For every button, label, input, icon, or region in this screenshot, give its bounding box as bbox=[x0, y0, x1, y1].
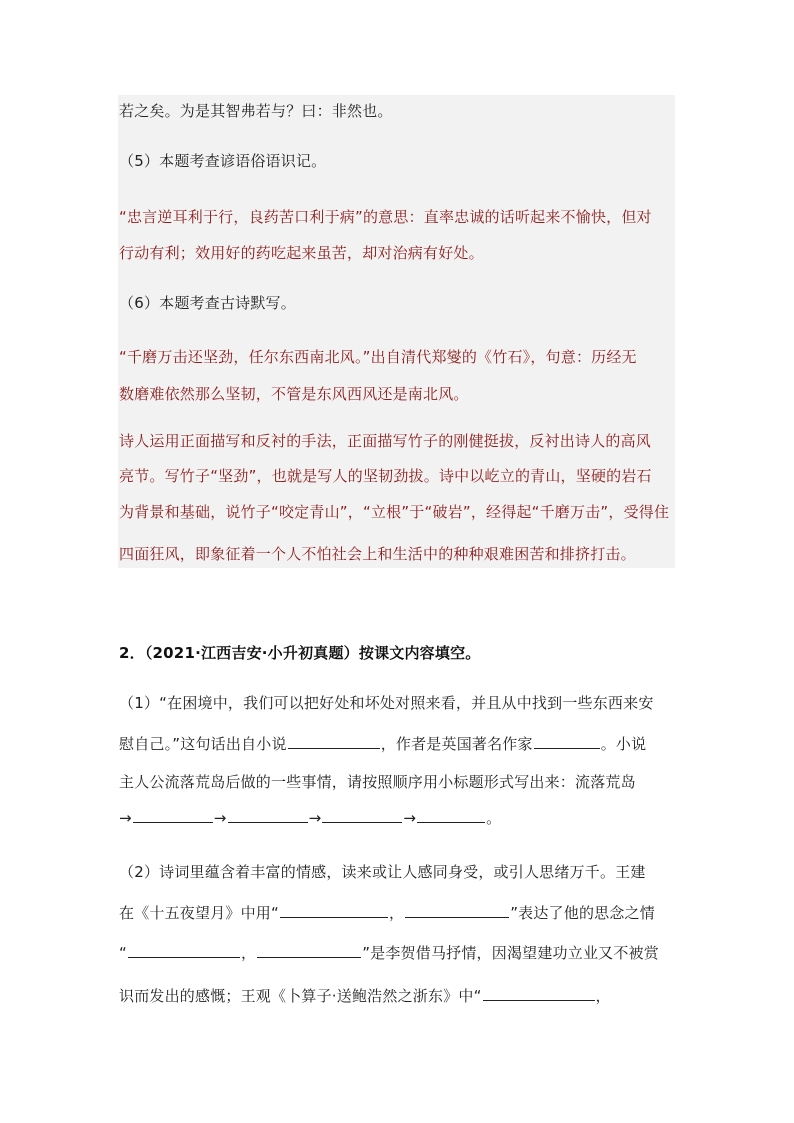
end-mark: 。 bbox=[486, 809, 502, 827]
note-6: （6）本题考查古诗默写。 bbox=[119, 294, 296, 312]
q2-part1-text-c: 。小说 bbox=[600, 735, 647, 753]
subtitle-blank-4[interactable] bbox=[417, 808, 485, 823]
poem-line-1: “千磨万击还坚劲，任尔东西南北风。”出自清代郑燮的《竹石》，句意：历经无 bbox=[119, 348, 637, 366]
note-5: （5）本题考查谚语俗语识记。 bbox=[119, 152, 327, 170]
author-blank[interactable] bbox=[534, 734, 600, 749]
q2-part1-line-3: 主人公流落荒岛后做的一些事情，请按照顺序用小标题形式写出来：流落荒岛 bbox=[119, 773, 636, 791]
q2-part2-text-b: ， bbox=[388, 904, 405, 922]
q2-part2-line-1: （2）诗词里蕴含着丰富的情感，读来或让人感同身受，或引人思绪万千。王建 bbox=[119, 863, 646, 881]
novel-title-blank[interactable] bbox=[288, 734, 380, 749]
q2-part1-text-a: 慰自己。”这句话出自小说 bbox=[119, 735, 287, 753]
moon-poem-blank-1[interactable] bbox=[280, 903, 388, 918]
farewell-poem-blank-1[interactable] bbox=[483, 986, 595, 1001]
poem-line-2: 数磨难依然那么坚韧，不管是东风西风还是南北风。 bbox=[119, 385, 469, 403]
analysis-line-3: 为背景和基础，说竹子“咬定青山”，“立根”于“破岩”，经得起“千磨万击”，受得住 bbox=[119, 503, 670, 521]
analysis-line-2: 亮节。写竹子“坚劲”，也就是写人的坚韧劲拔。诗中以屹立的青山，坚硬的岩石 bbox=[119, 467, 652, 485]
q2-part2-text-e: ， bbox=[240, 944, 257, 962]
subtitle-blank-2[interactable] bbox=[228, 808, 308, 823]
q2-part2-text-h: ， bbox=[595, 987, 611, 1005]
arrow-4: → bbox=[403, 809, 417, 827]
horse-poem-blank-2[interactable] bbox=[257, 943, 361, 958]
arrow-3: → bbox=[308, 809, 322, 827]
q2-part1-line-1: （1）“在困境中，我们可以把好处和坏处对照来看，并且从中找到一些东西来安 bbox=[119, 694, 654, 712]
q2-part2-line-3 bbox=[119, 943, 659, 963]
proverb-line-2: 行动有利；效用好的药吃起来虽苦，却对治病有好处。 bbox=[119, 244, 484, 262]
q2-part1-line-2 bbox=[119, 734, 646, 754]
answer-line-1: 若之矣。为是其智弗若与？曰：非然也。 bbox=[119, 102, 393, 120]
arrow-2: → bbox=[213, 809, 227, 827]
q2-part2-line-4 bbox=[119, 986, 611, 1006]
subtitle-blank-3[interactable] bbox=[322, 808, 402, 823]
analysis-line-1: 诗人运用正面描写和反衬的手法，正面描写竹子的刚健挺拔，反衬出诗人的高风 bbox=[119, 432, 652, 450]
arrow-1: → bbox=[119, 809, 132, 827]
horse-poem-blank-1[interactable] bbox=[128, 943, 240, 958]
q2-part2-line-2 bbox=[119, 903, 655, 923]
q2-part2-text-d: “ bbox=[119, 944, 127, 962]
q2-part1-text-b: ，作者是英国著名作家 bbox=[380, 735, 533, 753]
analysis-line-4: 四面狂风，即象征着一个人不怕社会上和生活中的种种艰难困苦和排挤打击。 bbox=[119, 545, 636, 563]
q2-part1-line-4 bbox=[119, 808, 501, 828]
moon-poem-blank-2[interactable] bbox=[405, 903, 509, 918]
q2-part2-text-g: 识而发出的感慨；王观《卜算子·送鲍浩然之浙东》中“ bbox=[119, 987, 482, 1005]
q2-part2-text-c: ”表达了他的思念之情 bbox=[510, 904, 655, 922]
question-2-title: 2．（2021·江西吉安·小升初真题）按课文内容填空。 bbox=[119, 644, 481, 662]
q2-part2-text-f: ”是李贺借马抒情，因渴望建功立业又不被赏 bbox=[362, 944, 659, 962]
proverb-line-1: “忠言逆耳利于行，良药苦口利于病”的意思：直率忠诚的话听起来不愉快，但对 bbox=[119, 208, 652, 226]
q2-part2-text-a: 在《十五夜望月》中用“ bbox=[119, 904, 279, 922]
subtitle-blank-1[interactable] bbox=[133, 808, 213, 823]
